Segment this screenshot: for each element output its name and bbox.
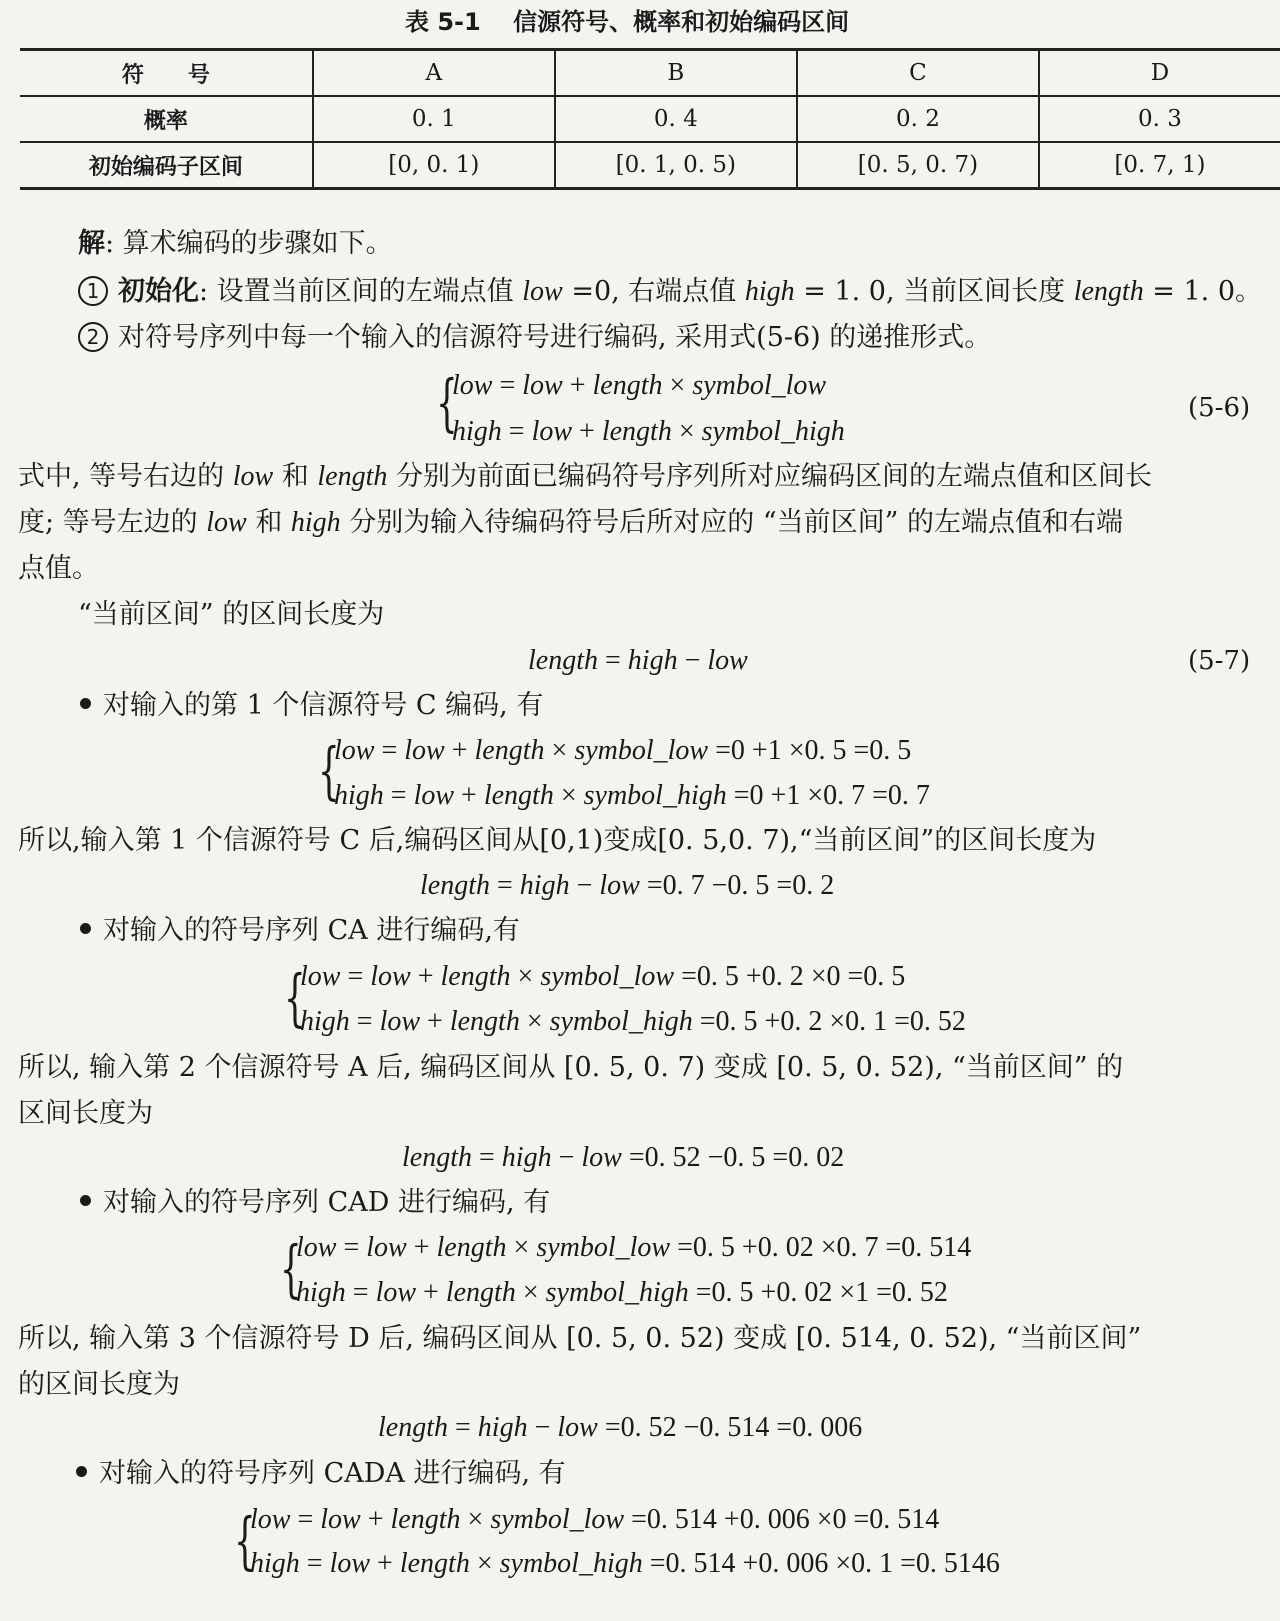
eq-high-line: high = low + length × symbol_high =0. 5 +0. 02 ×1 =0. 52 bbox=[296, 1277, 948, 1308]
paragraph-line: 式中, 等号右边的 low 和 length 分别为前面已编码符号序列所对应编码区间的左端点值和区间长 bbox=[18, 461, 1152, 492]
solution-label: 解 bbox=[78, 228, 105, 259]
var-high: high bbox=[744, 276, 795, 307]
paragraph-line: 点值。 bbox=[18, 553, 99, 584]
table-cell: B bbox=[555, 50, 797, 97]
equation-brace: { bbox=[318, 734, 340, 807]
paragraph-line: 度; 等号左边的 low 和 high 分别为输入待编码符号后所对应的 “当前区间” 的左端点值和右端 bbox=[18, 507, 1124, 538]
eq57-line: length = high − low bbox=[528, 645, 748, 676]
table-cell: 0. 1 bbox=[313, 96, 555, 142]
solution-heading bbox=[78, 226, 393, 262]
length-line: length = high − low =0. 52 −0. 514 =0. 006 bbox=[378, 1412, 863, 1443]
equation-number: (5-6) bbox=[1188, 393, 1251, 423]
bullet-item: 对输入的符号序列 CAD 进行编码, 有 bbox=[80, 1185, 550, 1221]
var-low: low bbox=[522, 276, 563, 307]
table-cell: C bbox=[797, 50, 1039, 97]
paragraph-line: 所以,输入第 1 个信源符号 C 后,编码区间从[0,1)变成[0. 5,0. 7),“当前区间”的区间长度为 bbox=[18, 825, 1097, 856]
step-number-2: 2 bbox=[78, 322, 108, 352]
table-row-header: 概率 bbox=[20, 96, 313, 142]
table-cell: [0. 7, 1) bbox=[1039, 142, 1280, 189]
step-1-text: : 设置当前区间的左端点值 bbox=[199, 276, 523, 307]
eq-high-line: high = low + length × symbol_high =0. 514 +0. 006 ×0. 1 =0. 5146 bbox=[250, 1548, 1000, 1579]
eq56-low-line: low = low + length × symbol_low bbox=[452, 370, 827, 401]
eq-low-line: low = low + length × symbol_low =0. 5 +0. 2 ×0 =0. 5 bbox=[300, 961, 906, 992]
table-cell: [0, 0. 1) bbox=[313, 142, 555, 189]
bullet-item: 对输入的第 1 个信源符号 C 编码, 有 bbox=[80, 688, 543, 724]
paragraph-line: 所以, 输入第 2 个信源符号 A 后, 编码区间从 [0. 5, 0. 7) 变成 [0. 5, 0. 52), “当前区间” 的 bbox=[18, 1052, 1124, 1083]
step-number-1: 1 bbox=[78, 276, 108, 306]
eq-low-line: low = low + length × symbol_low =0. 514 +0. 006 ×0 =0. 514 bbox=[250, 1504, 940, 1535]
table-cell: 0. 2 bbox=[797, 96, 1039, 142]
bullet-dot-icon bbox=[76, 1466, 87, 1477]
step-1-text: =0, 右端点值 bbox=[562, 276, 745, 307]
step-1 bbox=[78, 274, 1262, 310]
table-cell: D bbox=[1039, 50, 1280, 97]
equation-brace: { bbox=[234, 1504, 256, 1577]
eq-high-line: high = low + length × symbol_high =0 +1 ×0. 7 =0. 7 bbox=[334, 780, 930, 811]
probability-table bbox=[20, 48, 1280, 190]
table-caption: 表 5-1 信源符号、概率和初始编码区间 bbox=[405, 8, 850, 36]
eq-low-line: low = low + length × symbol_low =0 +1 ×0. 5 =0. 5 bbox=[334, 735, 912, 766]
step-1-text: = 1. 0, 当前区间长度 bbox=[794, 276, 1074, 307]
eq56-high-line: high = low + length × symbol_high bbox=[452, 416, 845, 447]
equation-brace: { bbox=[280, 1232, 302, 1305]
table-cell: 0. 4 bbox=[555, 96, 797, 142]
bullet-dot-icon bbox=[80, 923, 91, 934]
solution-intro: : 算术编码的步骤如下。 bbox=[105, 228, 393, 259]
equation-number: (5-7) bbox=[1188, 646, 1251, 676]
table-row bbox=[20, 50, 1280, 97]
eq-high-line: high = low + length × symbol_high =0. 5 +0. 2 ×0. 1 =0. 52 bbox=[300, 1006, 966, 1037]
table-row-header: 符 号 bbox=[20, 50, 313, 97]
equation-brace: { bbox=[436, 366, 458, 439]
bullet-item: 对输入的符号序列 CA 进行编码,有 bbox=[80, 913, 520, 949]
var-length: length bbox=[1073, 276, 1144, 307]
equation-brace: { bbox=[284, 961, 306, 1034]
step-2-text: 对符号序列中每一个输入的信源符号进行编码, 采用式(5-6) 的递推形式。 bbox=[118, 322, 992, 353]
paragraph-line: 区间长度为 bbox=[18, 1098, 153, 1129]
bullet-dot-icon bbox=[80, 698, 91, 709]
bullet-item: 对输入的符号序列 CADA 进行编码, 有 bbox=[76, 1456, 566, 1492]
table-row bbox=[20, 142, 1280, 189]
table-cell: [0. 5, 0. 7) bbox=[797, 142, 1039, 189]
table-cell: 0. 3 bbox=[1039, 96, 1280, 142]
length-line: length = high − low =0. 7 −0. 5 =0. 2 bbox=[420, 870, 835, 901]
paragraph-line: “当前区间” 的区间长度为 bbox=[78, 599, 385, 630]
bullet-dot-icon bbox=[80, 1195, 91, 1206]
table-cell: [0. 1, 0. 5) bbox=[555, 142, 797, 189]
step-1-text: = 1. 0。 bbox=[1143, 276, 1263, 307]
eq-low-line: low = low + length × symbol_low =0. 5 +0. 02 ×0. 7 =0. 514 bbox=[296, 1232, 972, 1263]
table-row bbox=[20, 96, 1280, 142]
paragraph-line: 所以, 输入第 3 个信源符号 D 后, 编码区间从 [0. 5, 0. 52) 变成 [0. 514, 0. 52), “当前区间” bbox=[18, 1323, 1142, 1354]
paragraph-line: 的区间长度为 bbox=[18, 1369, 180, 1400]
step-1-title: 初始化 bbox=[118, 276, 199, 307]
table-row-header: 初始编码子区间 bbox=[20, 142, 313, 189]
step-2 bbox=[78, 320, 991, 356]
table-cell: A bbox=[313, 50, 555, 97]
length-line: length = high − low =0. 52 −0. 5 =0. 02 bbox=[402, 1142, 845, 1173]
